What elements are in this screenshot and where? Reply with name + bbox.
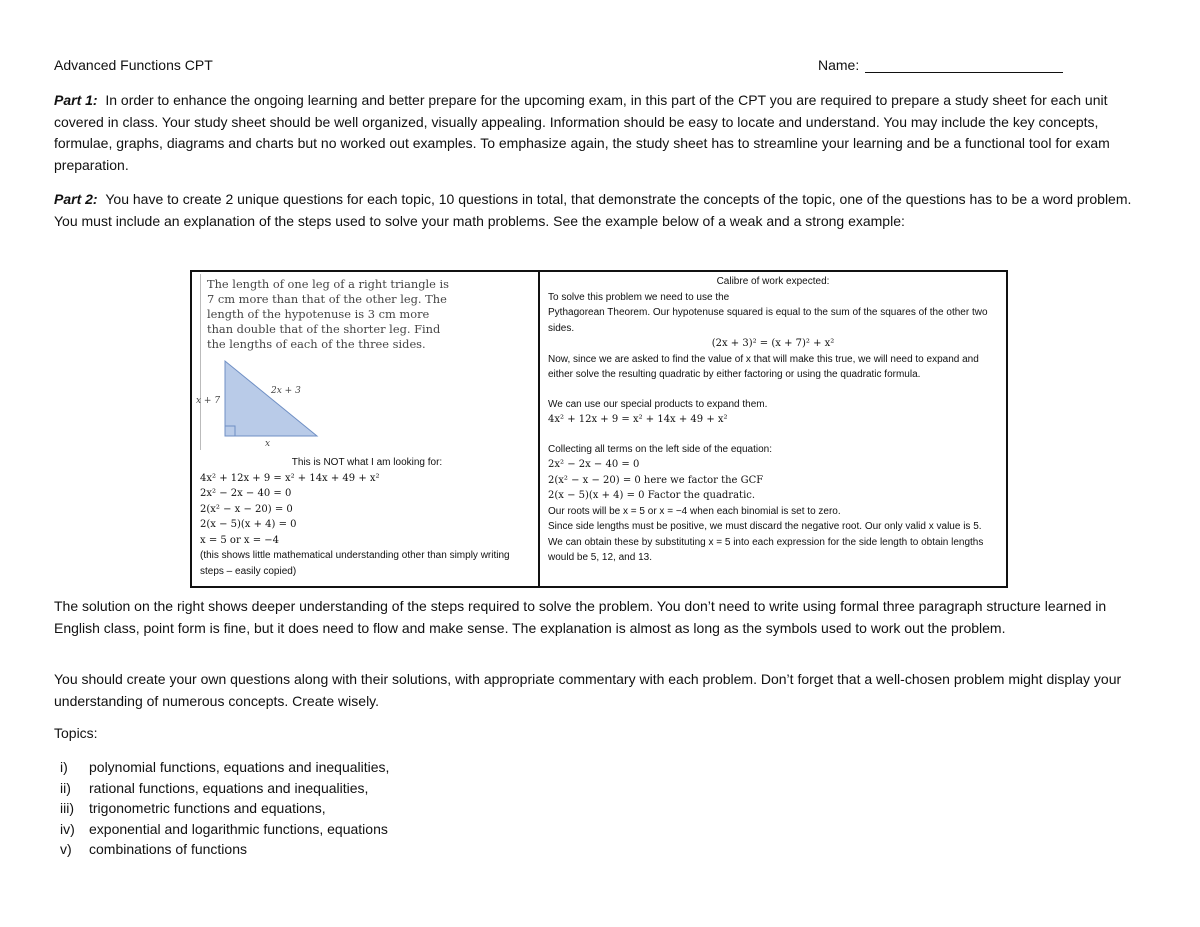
topic-text: combinations of functions <box>89 841 247 857</box>
topic-text: polynomial functions, equations and inequalities, <box>89 759 390 775</box>
topic-number: v) <box>60 841 72 857</box>
strong-equation: 2(x² − x − 20) = 0 here we factor the GCF <box>548 474 764 486</box>
name-field <box>818 57 1063 73</box>
topic-item <box>54 819 389 840</box>
part2-text: You have to create 2 unique questions for each topic, 10 questions in total, that demonstrate the concepts of the topic, one of the questions has to be a word problem. You must include an explanation of the steps used to solve your math problems. See the example below of a weak and a strong example: <box>54 191 1132 229</box>
weak-solution-title: This is NOT what I am looking for: <box>291 457 443 468</box>
topic-item <box>54 839 389 860</box>
problem-image <box>196 274 491 450</box>
topic-item <box>54 798 389 819</box>
example-table <box>190 270 1008 588</box>
name-blank-line <box>865 58 1063 73</box>
strong-explanation: Our roots will be x = 5 or x = −4 when each binomial is set to zero. <box>548 505 841 517</box>
problem-line: length of the hypotenuse is 3 cm more <box>207 307 430 321</box>
strong-explanation: We can use our special products to expand them. <box>548 398 768 410</box>
strong-equation: 2(x − 5)(x + 4) = 0 Factor the quadratic. <box>548 490 756 501</box>
weak-solution <box>200 455 534 579</box>
part2-paragraph <box>54 189 1146 232</box>
strong-solution <box>548 274 998 566</box>
topic-number: ii) <box>60 779 71 796</box>
document-title: Advanced Functions CPT <box>54 57 213 73</box>
topic-number: iii) <box>60 800 74 816</box>
problem-statement <box>207 277 487 352</box>
explanation-paragraph: The solution on the right shows deeper understanding of the steps required to solve the problem. You don’t need to write using formal three paragraph structure learned in English class, point form is fine, but it does need to flow and make sense. The explanation is almost as long as the symbols used to work out the problem. <box>54 598 1107 636</box>
name-label: Name: <box>818 57 860 73</box>
triangle-shape <box>225 361 317 436</box>
weak-step: 2(x − 5)(x + 4) = 0 <box>200 519 297 530</box>
part1-text: In order to enhance the ongoing learning and better prepare for the upcoming exam, in this part of the CPT you are required to prepare a study sheet for each unit covered in class. Your study sheet should be well organized, visually appealing. Information should be easy to locate and understand. You may include the key concepts, formulae, graphs, diagrams and charts but no worked out examples. To emphasize again, the study sheet has to streamline your learning and be a functional tool for exam preparation. <box>54 92 1110 173</box>
part1-paragraph <box>54 90 1146 176</box>
right-triangle-diagram <box>196 354 491 450</box>
spacer <box>548 383 998 397</box>
part2-label: Part 2: <box>54 191 98 207</box>
topic-text: rational functions, equations and inequalities, <box>89 779 369 796</box>
weak-step: 2(x² − x − 20) = 0 <box>200 503 293 515</box>
instruction-paragraph: You should create your own questions along with their solutions, with appropriate commentary with each problem. Don’t forget that a well-chosen problem might display your understanding of numerous concepts. Create wisely. <box>54 671 1122 709</box>
base-label: x <box>265 439 271 449</box>
part1-label: Part 1: <box>54 92 98 108</box>
strong-intro-line: To solve this problem we need to use the <box>548 291 730 303</box>
topics-list <box>54 757 389 860</box>
topic-text: trigonometric functions and equations, <box>89 800 326 816</box>
weak-step: 2x² − 2x − 40 = 0 <box>200 488 292 499</box>
strong-explanation: Since side lengths must be positive, we must discard the negative root. Our only valid x value is 5. We can obtain these by substituting x = 5 into each expression for the side length to obtain lengths would be 5, 12, and 13. <box>548 521 984 563</box>
topic-item <box>54 778 389 799</box>
problem-line: The length of one leg of a right triangle is <box>207 277 449 291</box>
strong-solution-title: Calibre of work expected: <box>716 276 830 287</box>
hypotenuse-label: 2x + 3 <box>271 386 301 396</box>
spacer <box>548 428 998 442</box>
problem-line: than double that of the shorter leg. Find <box>207 322 441 336</box>
leg-label: x + 7 <box>196 396 221 406</box>
weak-solution-note: (this shows little mathematical understanding other than simply writing steps – easily copied) <box>200 550 510 577</box>
topic-number: i) <box>60 759 68 775</box>
strong-intro-text: Pythagorean Theorem. Our hypotenuse squared is equal to the sum of the squares of the other two sides. <box>548 307 988 334</box>
strong-example-cell <box>540 272 1006 586</box>
weak-example-cell <box>192 272 538 586</box>
strong-explanation: Now, since we are asked to find the value of x that will make this true, we will need to expand and either solve the resulting quadratic by either factoring or using the quadratic formula. <box>548 353 979 380</box>
strong-equation: 4x² + 12x + 9 = x² + 14x + 49 + x² <box>548 414 728 425</box>
weak-step: x = 5 or x = −4 <box>200 534 280 546</box>
pythagorean-equation: (2x + 3)² = (x + 7)² + x² <box>711 338 835 349</box>
topics-heading: Topics: <box>54 725 98 741</box>
topic-text: exponential and logarithmic functions, equations <box>89 820 388 837</box>
weak-step: 4x² + 12x + 9 = x² + 14x + 49 + x² <box>200 472 380 484</box>
problem-line: 7 cm more than that of the other leg. The <box>207 292 447 306</box>
topic-item <box>54 757 389 778</box>
problem-line: the lengths of each of the three sides. <box>207 337 426 351</box>
strong-equation: 2x² − 2x − 40 = 0 <box>548 459 640 470</box>
topic-number: iv) <box>60 820 75 837</box>
strong-explanation: Collecting all terms on the left side of the equation: <box>548 443 773 455</box>
